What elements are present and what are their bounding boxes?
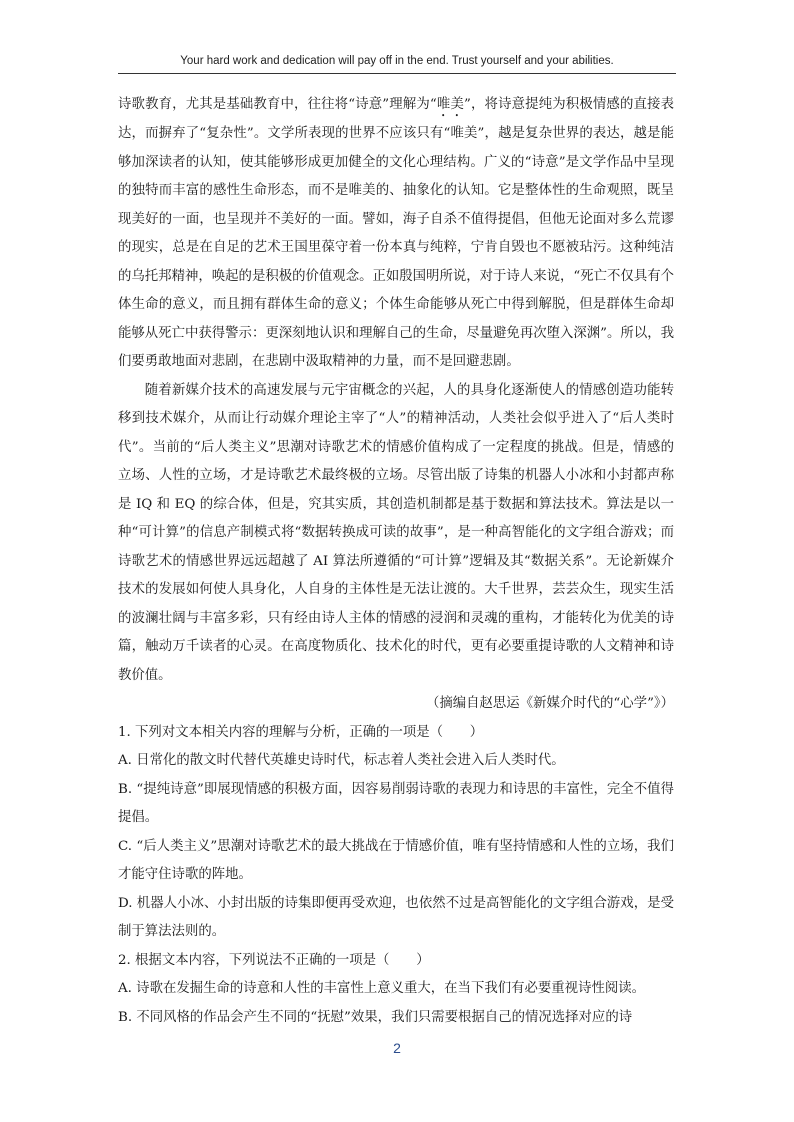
- header-motto: Your hard work and dedication will pay off in the end. Trust yourself and your abilities.: [180, 55, 614, 67]
- passage-paragraph-2: 随着新媒介技术的高速发展与元宇宙概念的兴起，人的具身化逐渐使人的情感创造功能转移到技术媒介，从而让行动媒介理论主宰了“人”的精神活动，人类社会似乎进入了“后人类时代”。当前的“后人类主义”思潮对诗歌艺术的情感价值构成了一定程度的挑战。但是，情感的立场、人性的立场，才是诗歌艺术最终极的立场。尽管出版了诗集的机器人小冰和小封都声称是 IQ 和 EQ 的综合体，但是，究其实质，其创造机制都是基于数据和算法技术。算法是以一种“可计算”的信息产制模式将“数据转换成可读的故事”，是一种高智能化的文字组合游戏；而诗歌艺术的情感世界远远超越了 AI 算法所遵循的“可计算”逻辑及其“数据关系”。无论新媒介技术的发展如何使人具身化，人自身的主体性是无法让渡的。大千世界，芸芸众生，现实生活的波澜壮阔与丰富多彩，只有经由诗人主体的情感的浸润和灵魂的重构，才能转化为优美的诗篇，触动万千读者的心灵。在高度物质化、技术化的时代，更有必要重提诗歌的人文精神和诗教价值。: [118, 382, 674, 683]
- question-2-stem: 2. 根据文本内容，下列说法不正确的一项是（ ）: [118, 952, 430, 968]
- question-1-option-a: A. 日常化的散文时代替代英雄史诗时代，标志着人类社会进入后人类时代。: [118, 753, 565, 768]
- question-1-stem: 1. 下列对文本相关内容的理解与分析，正确的一项是（ ）: [118, 724, 484, 740]
- question-1-option-b: B. “提纯诗意”即展现情感的积极方面，因容易削弱诗歌的表现力和诗思的丰富性，完全不值得提倡。: [118, 781, 674, 825]
- header-divider: [118, 73, 676, 74]
- question-1-option-c: C. “后人类主义”思潮对诗歌艺术的最大挑战在于情感价值，唯有坚持情感和人性的立场，我们才能守住诗歌的阵地。: [118, 838, 674, 882]
- page-number: 2: [393, 1040, 401, 1056]
- emphasized-word: 唯美: [436, 97, 465, 112]
- passage-paragraph-1: [118, 91, 674, 377]
- question-1-option-d: D. 机器人小冰、小封出版的诗集即便再受欢迎，也依然不过是高智能化的文字组合游戏，是受制于算法法则的。: [118, 895, 674, 939]
- question-2-option-a: A. 诗歌在发掘生命的诗意和人性的丰富性上意义重大，在当下我们有必要重视诗性阅读。: [118, 981, 646, 996]
- question-2-option-b: B. 不同风格的作品会产生不同的“抚慰”效果，我们只需要根据自己的情况选择对应的诗: [118, 1009, 633, 1025]
- document-body: [118, 91, 674, 1032]
- paragraph-1-text-a: 诗歌教育，尤其是基础教育中，往往将“诗意”理解为“: [118, 97, 437, 112]
- paragraph-1-text-b: ”，将诗意提纯为积极情感的直接表达，而摒弃了“复杂性”。文学所表现的世界不应该只有“唯美”，越是复杂世界的表达，越是能够加深读者的认知，使其能够形成更加健全的文化心理结构。广义的“诗意”是文学作品中呈现的独特而丰富的感性生命形态，而不是唯美的、抽象化的认知。它是整体性的生命观照，既呈现美好的一面，也呈现并不美好的一面。譬如，海子自杀不值得提倡，但他无论面对多么荒谬的现实，总是在自足的艺术王国里葆守着一份本真与纯粹，宁肯自毁也不愿被玷污。这种纯洁的乌托邦精神，唤起的是积极的价值观念。正如殷国明所说，对于诗人来说，“死亡不仅具有个体生命的意义，而且拥有群体生命的意义；个体生命能够从死亡中得到解脱，但是群体生命却能够从死亡中获得警示：更深刻地认识和理解自己的生命，尽量避免再次堕入深渊”。所以，我们要勇敢地面对悲剧，在悲剧中汲取精神的力量，而不是回避悲剧。: [118, 97, 674, 369]
- source-citation: （摘编自赵思运《新媒介时代的“心学”》）: [425, 696, 674, 711]
